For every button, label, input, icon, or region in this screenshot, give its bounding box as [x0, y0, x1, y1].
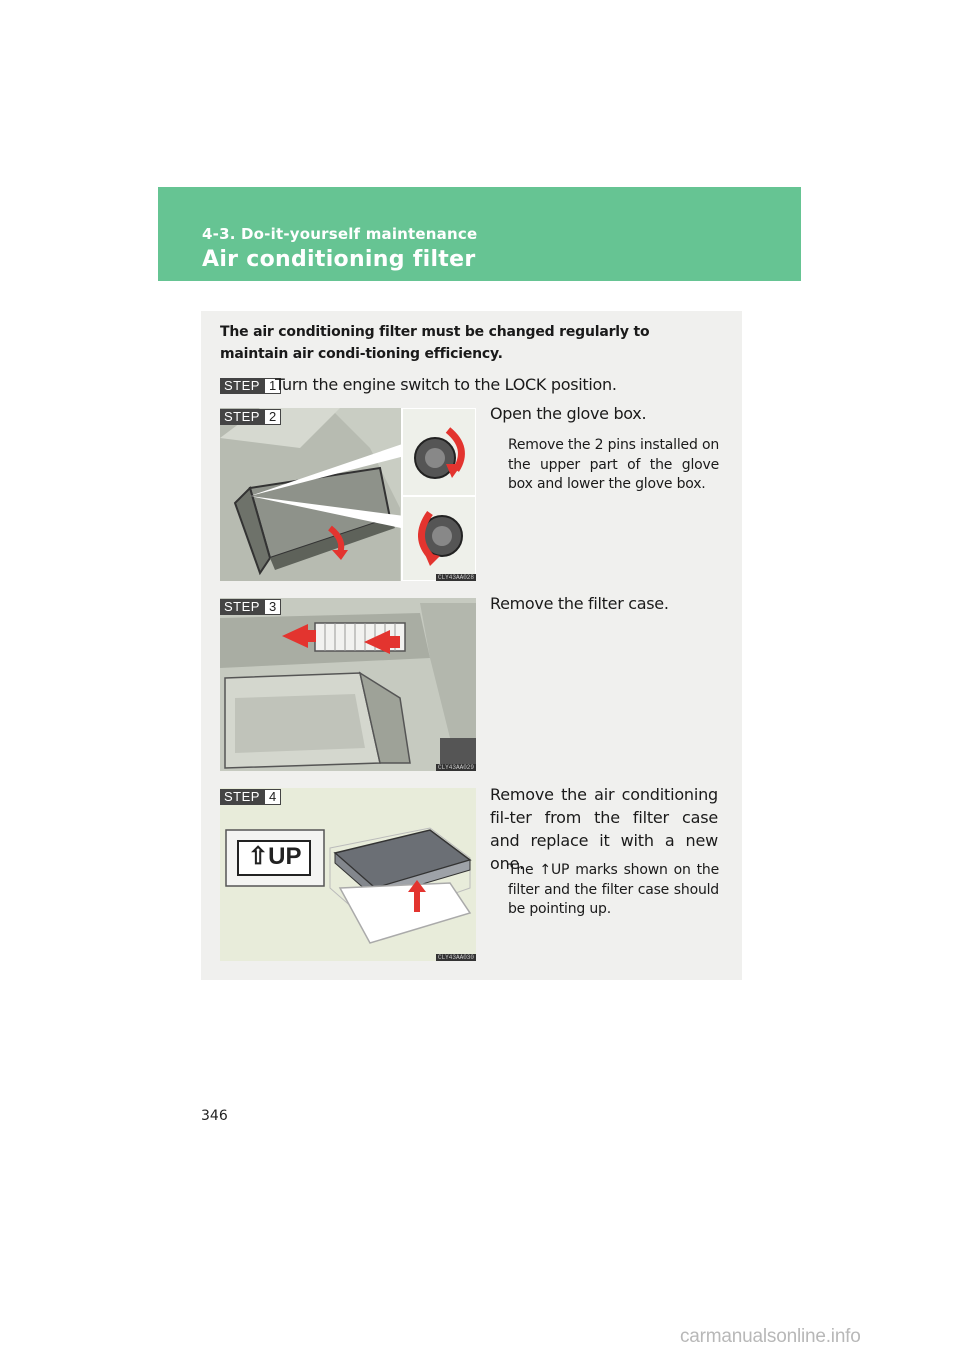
step-4-text: Remove the air conditioning fil-ter from the filter case and replace it with a new one. — [490, 785, 718, 873]
step-word: STEP — [220, 789, 264, 805]
watermark-link[interactable]: carmanualsonline.info — [680, 1326, 861, 1347]
section-header — [158, 187, 801, 281]
step-word: STEP — [220, 599, 264, 615]
step-number: 2 — [264, 409, 281, 425]
step-2-badge — [220, 409, 281, 425]
page-number: 346 — [201, 1108, 228, 1124]
filter-replacement-illustration — [220, 788, 476, 961]
step-3-badge — [220, 599, 281, 615]
step-number: 1 — [264, 378, 281, 394]
step-1-text: Turn the engine switch to the LOCK position. — [275, 375, 617, 394]
step-number: 4 — [264, 789, 281, 805]
image-code: CLY43AA030 — [437, 954, 474, 961]
section-label: 4-3. Do-it-yourself maintenance — [202, 225, 478, 243]
up-mark-label: ⇧UP — [248, 843, 302, 870]
step-1-badge — [220, 378, 281, 394]
content-panel — [201, 311, 742, 980]
step-word: STEP — [220, 378, 264, 394]
step-number: 3 — [264, 599, 281, 615]
step-4-note: The ↑UP marks shown on the filter and the filter case should be pointing up. — [508, 862, 719, 917]
step-word: STEP — [220, 409, 264, 425]
image-code: CLY43AA029 — [437, 764, 474, 771]
step-2-note: Remove the 2 pins installed on the upper part of the glove box and lower the glove box. — [508, 437, 719, 492]
page-title: Air conditioning filter — [202, 247, 476, 272]
filter-case-illustration — [220, 598, 476, 771]
step-2-text: Open the glove box. — [490, 404, 647, 423]
image-code: CLY43AA028 — [437, 574, 474, 581]
step-3-text: Remove the filter case. — [490, 594, 669, 613]
glove-box-open-illustration — [220, 408, 476, 581]
step-4-badge — [220, 789, 281, 805]
intro-text: The air conditioning filter must be changed regularly to maintain air condi-tioning efficiency. — [220, 324, 650, 362]
